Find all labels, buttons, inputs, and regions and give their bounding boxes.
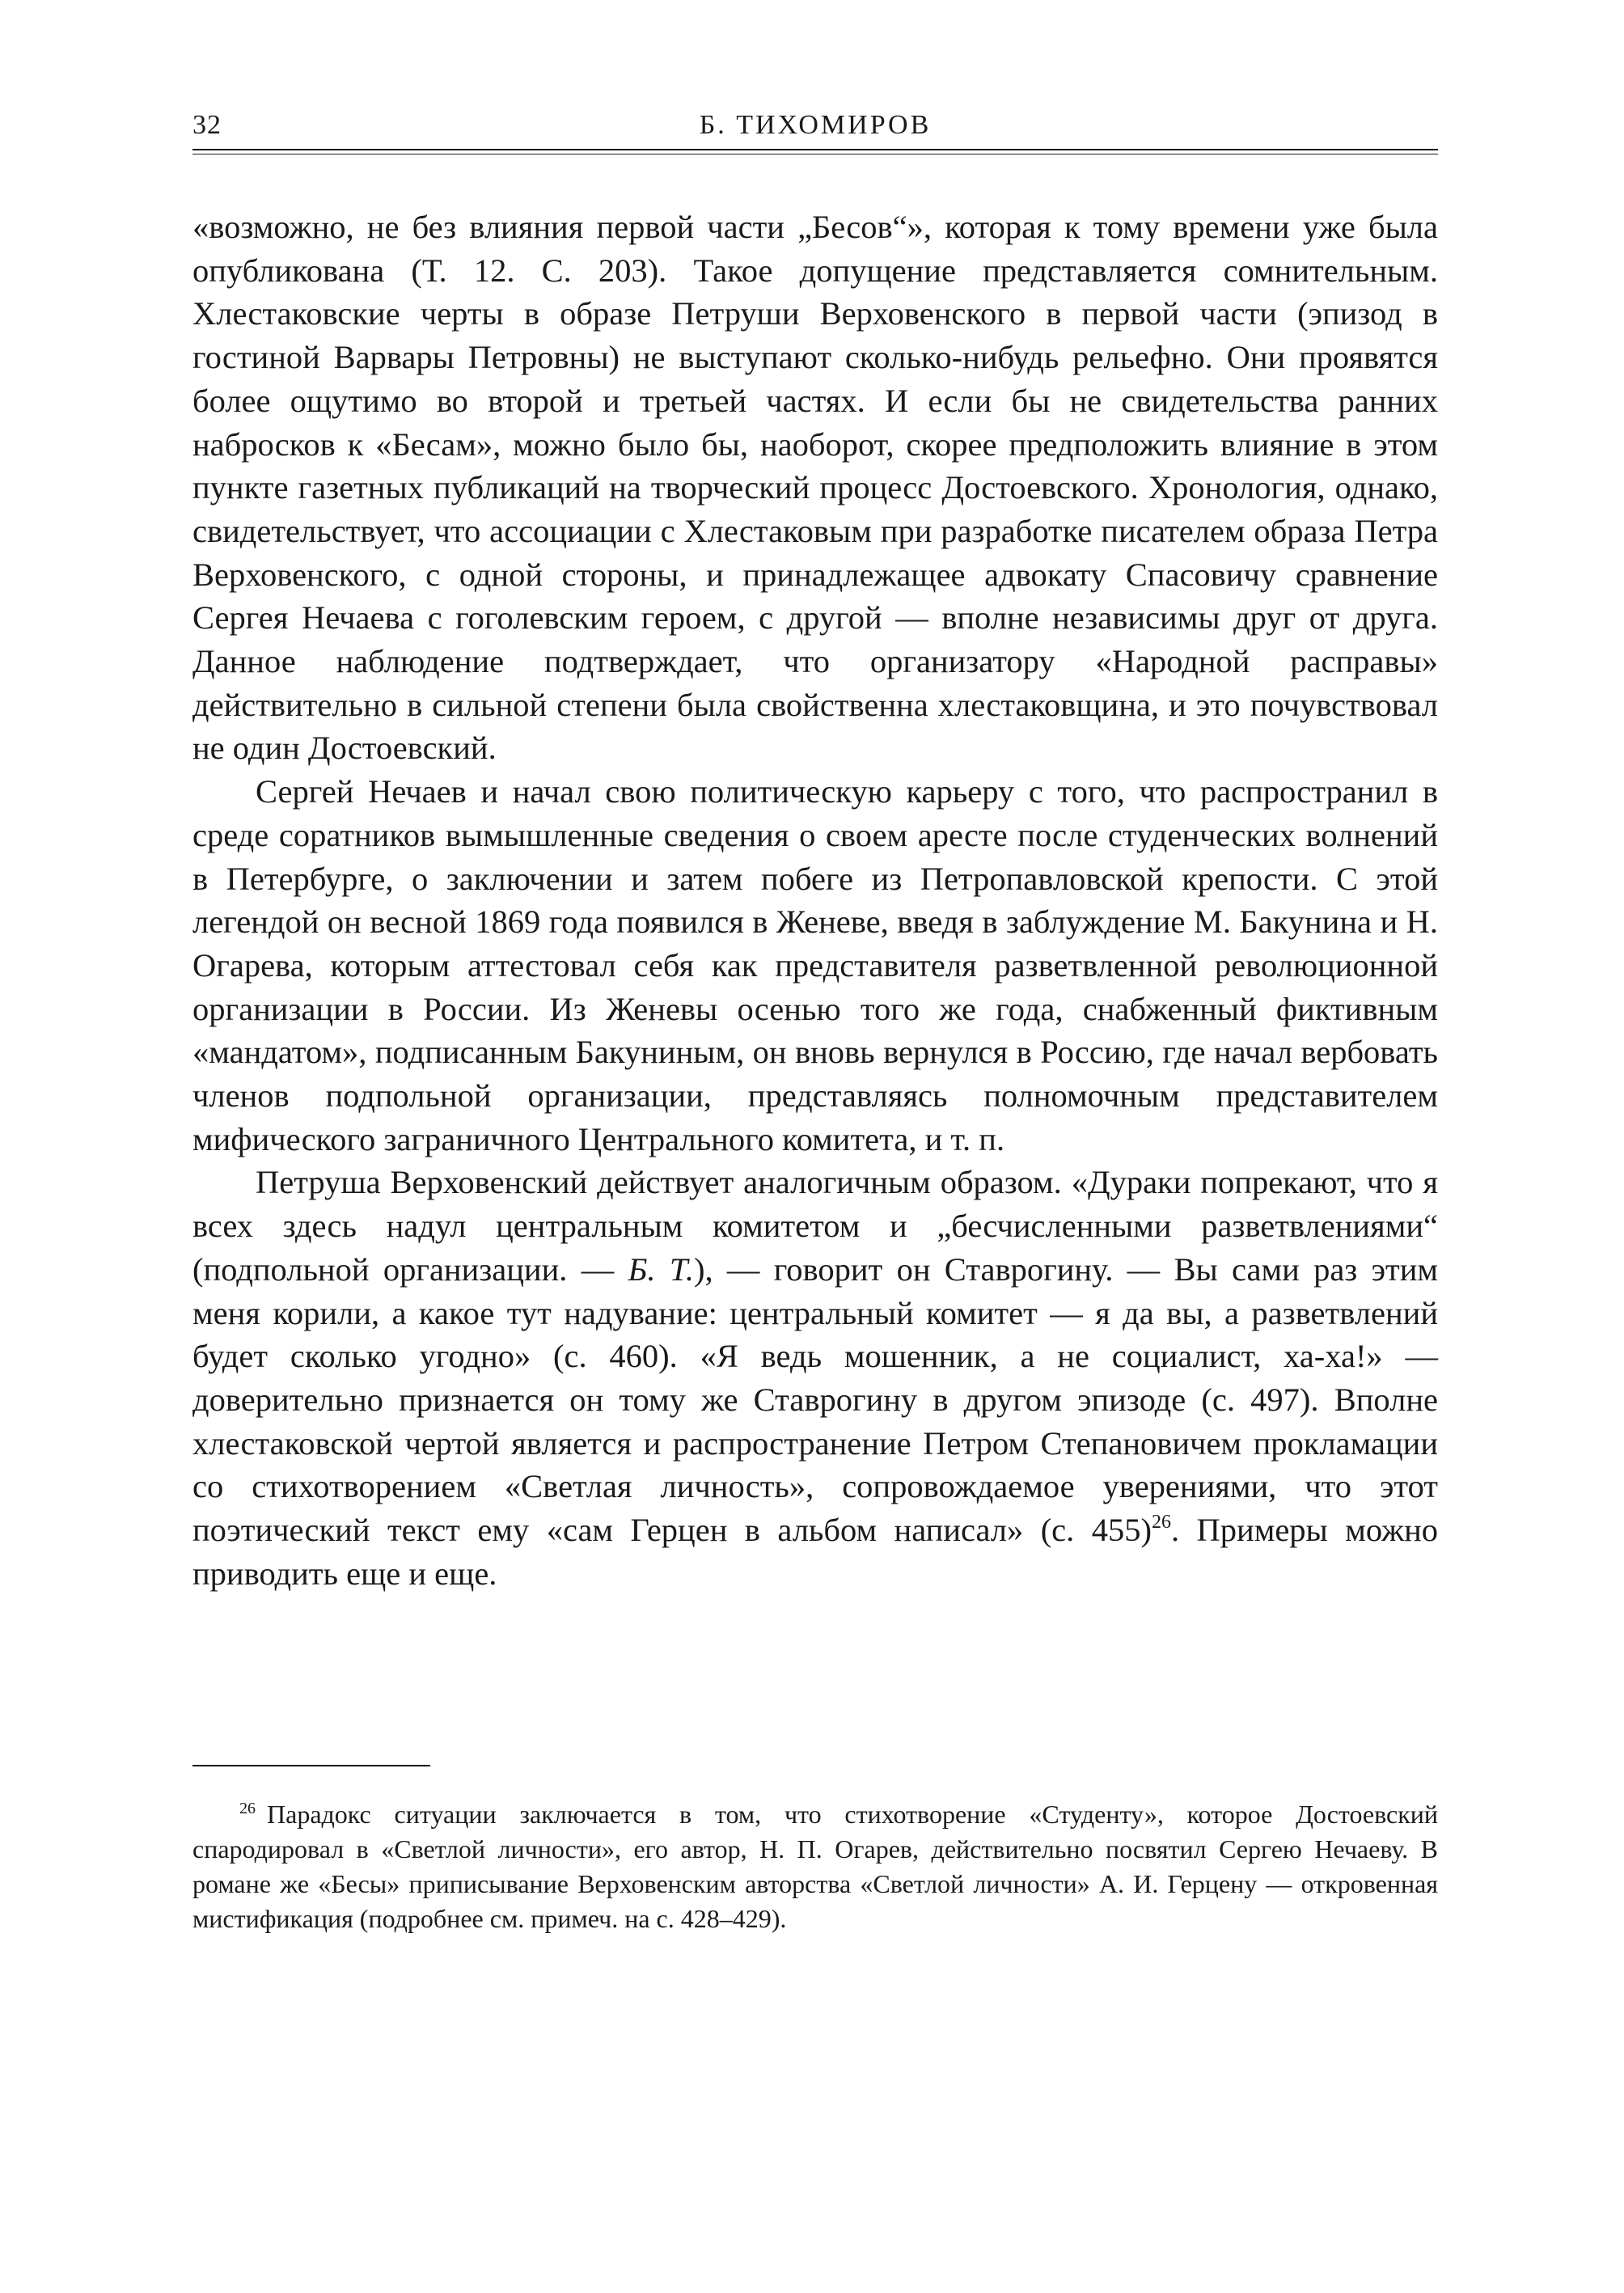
running-title: Б. ТИХОМИРОВ: [699, 110, 932, 140]
page-number: 32: [192, 110, 222, 140]
paragraph-3-part-1: Петруша Верховенский действует аналогичным образом. «Дураки попрекают, что я всех здесь надул центральным комитетом и „бесчисленными разветвлениями“ (подпольной организации. —: [192, 1164, 1438, 1288]
footnote-text: Парадокс ситуации заключается в том, что стихотворение «Студенту», которое Достоевский спародировал в «Светлой личности», его автор, Н. П. Огарев, действительно посвятил Сергею Нечаеву. В романе же «Бесы» приписывание Верховенским авторства «Светлой личности» А. И. Герцену — откровенная мистификация (подробнее см. примеч. на с. 428–429).: [192, 1800, 1438, 1933]
footnote: [192, 1792, 1438, 1936]
header-rule-thick: [192, 149, 1438, 150]
footnote-rule: [192, 1765, 430, 1766]
footnote-reference: 26: [1151, 1512, 1171, 1534]
footnote-number: 26: [239, 1800, 256, 1817]
paragraph-3-part-3: . Примеры можно приводить еще и еще.: [192, 1512, 1438, 1592]
body-text: [192, 205, 1438, 1596]
paragraph-3: [192, 1161, 1438, 1595]
running-head: [192, 105, 1438, 154]
paragraph-3-part-2: ), — говорит он Ставрогину. — Вы сами раз этим меня корили, а какое тут надувание: центральный комитет — я да вы, а разветвлений будет сколько угодно» (с. 460). «Я ведь мошенник, а не социалист, ха-ха!» — доверительно признается он тому же Ставрогину в другом эпизоде (с. 497). Вполне хлестаковской чертой является и распространение Петром Степановичем прокламации со стихотворением «Светлая личность», сопровождаемое уверениями, что этот поэтический текст ему «сам Герцен в альбом написал» (с. 455): [192, 1250, 1438, 1549]
paragraph-1: «возможно, не без влияния первой части „Бесов“», которая к тому времени уже была опубликована (Т. 12. С. 203). Такое допущение представляется сомнительным. Хлестаковские черты в образе Петруши Верховенского в первой части (эпизод в гостиной Варвары Петровны) не выступают сколько-нибудь рельефно. Они проявятся более ощутимо во второй и третьей частях. И если бы не свидетельства ранних набросков к «Бесам», можно было бы, наоборот, скорее предположить влияние в этом пункте газетных публикаций на творческий процесс Достоевского. Хронология, однако, свидетельствует, что ассоциации с Хлестаковым при разработке писателем образа Петра Верховенского, с одной стороны, и принадлежащее адвокату Спасовичу сравнение Сергея Нечаева с гоголевским героем, с другой — вполне независимы друг от друга. Данное наблюдение подтверждает, что организатору «Народной расправы» действительно в сильной степени была свойственна хлестаковщина, и это почувствовал не один Достоевский.: [192, 209, 1438, 767]
author-initials-italic: Б. Т.: [628, 1250, 694, 1288]
paragraph-2: Сергей Нечаев и начал свою политическую карьеру с того, что распространил в среде соратников вымышленные сведения о своем аресте после студенческих волнений в Петербурге, о заключении и затем побеге из Петропавловской крепости. С этой легендой он весной 1869 года появился в Женеве, введя в заблуждение М. Бакунина и Н. Огарева, которым аттестовал себя как представителя разветвленной революционной организации в России. Из Женевы осенью того же года, снабженный фиктивным «мандатом», подписанным Бакуниным, он вновь вернулся в Россию, где начал вербовать членов подпольной организации, представляясь полномочным представителем мифического заграничного Центрального комитета, и т. п.: [192, 773, 1438, 1157]
book-page: [192, 105, 1438, 2240]
